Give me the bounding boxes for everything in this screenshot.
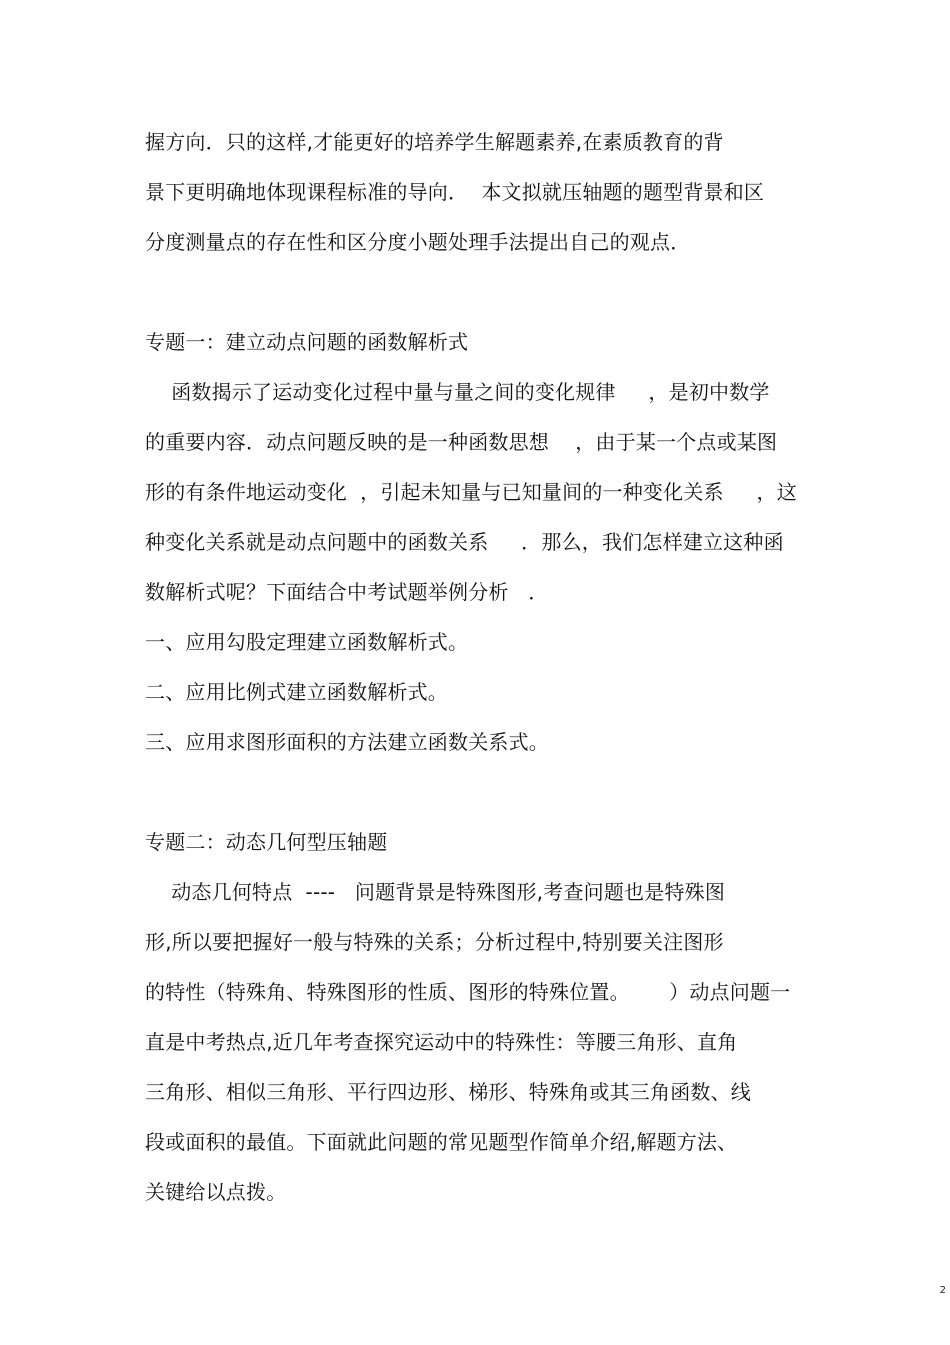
page-number: 2	[939, 1285, 946, 1296]
topic1-paragraph-line: 形的有条件地运动变化 ，引起未知量与已知量间的一种变化关系 ，这	[145, 480, 797, 504]
topic2-paragraph-line: 直是中考热点,近几年考查探究运动中的特殊性：等腰三角形、直角	[145, 1030, 738, 1054]
topic1-list-item: 二、应用比例式建立函数解析式。	[145, 680, 448, 704]
topic1-paragraph-line: 的重要内容．动点问题反映的是一种函数思想 ，由于某一个点或某图	[145, 430, 778, 454]
topic2-title: 专题二：动态几何型压轴题	[145, 830, 388, 854]
topic2-paragraph-line: 的特性（特殊角、特殊图形的性质、图形的特殊位置。 ）动点问题一	[145, 980, 791, 1004]
topic2-paragraph-line: 段或面积的最值。下面就此问题的常见题型作简单介绍,解题方法、	[145, 1130, 738, 1154]
topic2-paragraph-line: 形,所以要把握好一般与特殊的关系；分析过程中,特别要关注图形	[145, 930, 724, 954]
intro-line: 景下更明确地体现课程标准的导向． 本文拟就压轴题的题型背景和区	[145, 180, 765, 204]
topic2-paragraph-line: 动态几何特点 ---- 问题背景是特殊图形,考查问题也是特殊图	[145, 880, 726, 904]
topic1-paragraph-line: 函数揭示了运动变化过程中量与量之间的变化规律 ，是初中数学	[145, 380, 770, 404]
intro-line: 分度测量点的存在性和区分度小题处理手法提出自己的观点．	[145, 230, 691, 254]
topic2-paragraph-line: 三角形、相似三角形、平行四边形、梯形、特殊角或其三角函数、线	[145, 1080, 751, 1104]
topic1-paragraph-line: 种变化关系就是动点问题中的函数关系 ．那么，我们怎样建立这种函	[145, 530, 784, 554]
topic1-list-item: 三、应用求图形面积的方法建立函数关系式。	[145, 730, 549, 754]
intro-line: 握方向．只的这样,才能更好的培养学生解题素养,在素质教育的背	[145, 130, 724, 154]
topic1-paragraph-line: 数解析式呢？下面结合中考试题举例分析 ．	[145, 580, 549, 604]
topic2-paragraph-line: 关键给以点拨。	[145, 1180, 287, 1204]
topic1-title: 专题一：建立动点问题的函数解析式	[145, 330, 469, 354]
topic1-list-item: 一、应用勾股定理建立函数解析式。	[145, 630, 469, 654]
